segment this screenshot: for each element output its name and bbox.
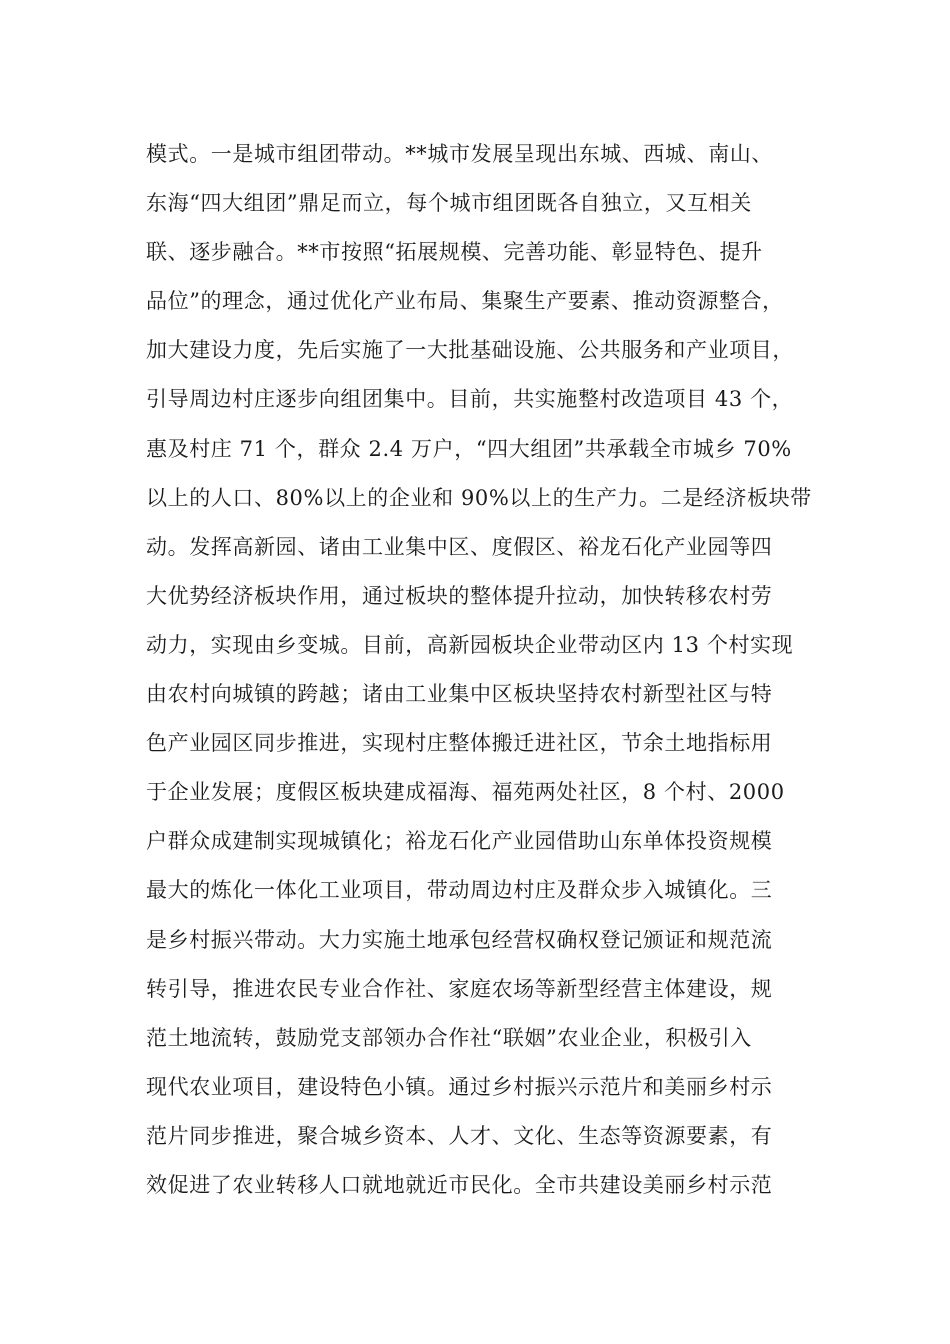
text-line: 联、逐步融合。**市按照“拓展规模、完善功能、彰显特色、提升: [146, 240, 763, 265]
text-line: 东海“四大组团”鼎足而立，每个城市组团既各自独立，又互相关: [146, 191, 752, 216]
body-paragraph: [146, 130, 816, 1210]
text-line: 动力，实现由乡变城。目前，高新园板块企业带动区内 13 个村实现: [146, 632, 794, 657]
text-line: 范片同步推进，聚合城乡资本、人才、文化、生态等资源要素，有: [146, 1123, 773, 1148]
text-line: 大优势经济板块作用，通过板块的整体提升拉动，加快转移农村劳: [146, 583, 773, 608]
text-line: 引导周边村庄逐步向组团集中。目前，共实施整村改造项目 43 个，: [146, 387, 794, 412]
text-line: 现代农业项目，建设特色小镇。通过乡村振兴示范片和美丽乡村示: [146, 1074, 773, 1099]
text-line: 由农村向城镇的跨越；诸由工业集中区板块坚持农村新型社区与特: [146, 682, 773, 707]
text-line: 效促进了农业转移人口就地就近市民化。全市共建设美丽乡村示范: [146, 1172, 773, 1197]
text-line: 户群众成建制实现城镇化；裕龙石化产业园借助山东单体投资规模: [146, 829, 773, 854]
text-line: 模式。一是城市组团带动。**城市发展呈现出东城、西城、南山、: [146, 142, 773, 166]
text-line: 加大建设力度，先后实施了一大批基础设施、公共服务和产业项目，: [146, 338, 794, 363]
text-line: 品位”的理念，通过优化产业布局、集聚生产要素、推动资源整合，: [146, 289, 784, 314]
text-line: 转引导，推进农民专业合作社、家庭农场等新型经营主体建设，规: [146, 976, 773, 1001]
text-line: 动。发挥高新园、诸由工业集中区、度假区、裕龙石化产业园等四: [146, 534, 773, 559]
text-line: 于企业发展；度假区板块建成福海、福苑两处社区，8 个村、2000: [146, 780, 785, 805]
text-line: 以上的人口、80%以上的企业和 90%以上的生产力。二是经济板块带: [146, 485, 812, 510]
text-line: 惠及村庄 71 个，群众 2.4 万户，“四大组团”共承载全市城乡 70%: [146, 436, 792, 461]
text-line: 是乡村振兴带动。大力实施土地承包经营权确权登记颁证和规范流: [146, 927, 773, 952]
text-line: 色产业园区同步推进，实现村庄整体搬迁进社区，节余土地指标用: [146, 731, 773, 756]
text-line: 最大的炼化一体化工业项目，带动周边村庄及群众步入城镇化。三: [146, 878, 773, 903]
text-line: 范土地流转，鼓励党支部领办合作社“联姻”农业企业，积极引入: [146, 1025, 752, 1050]
